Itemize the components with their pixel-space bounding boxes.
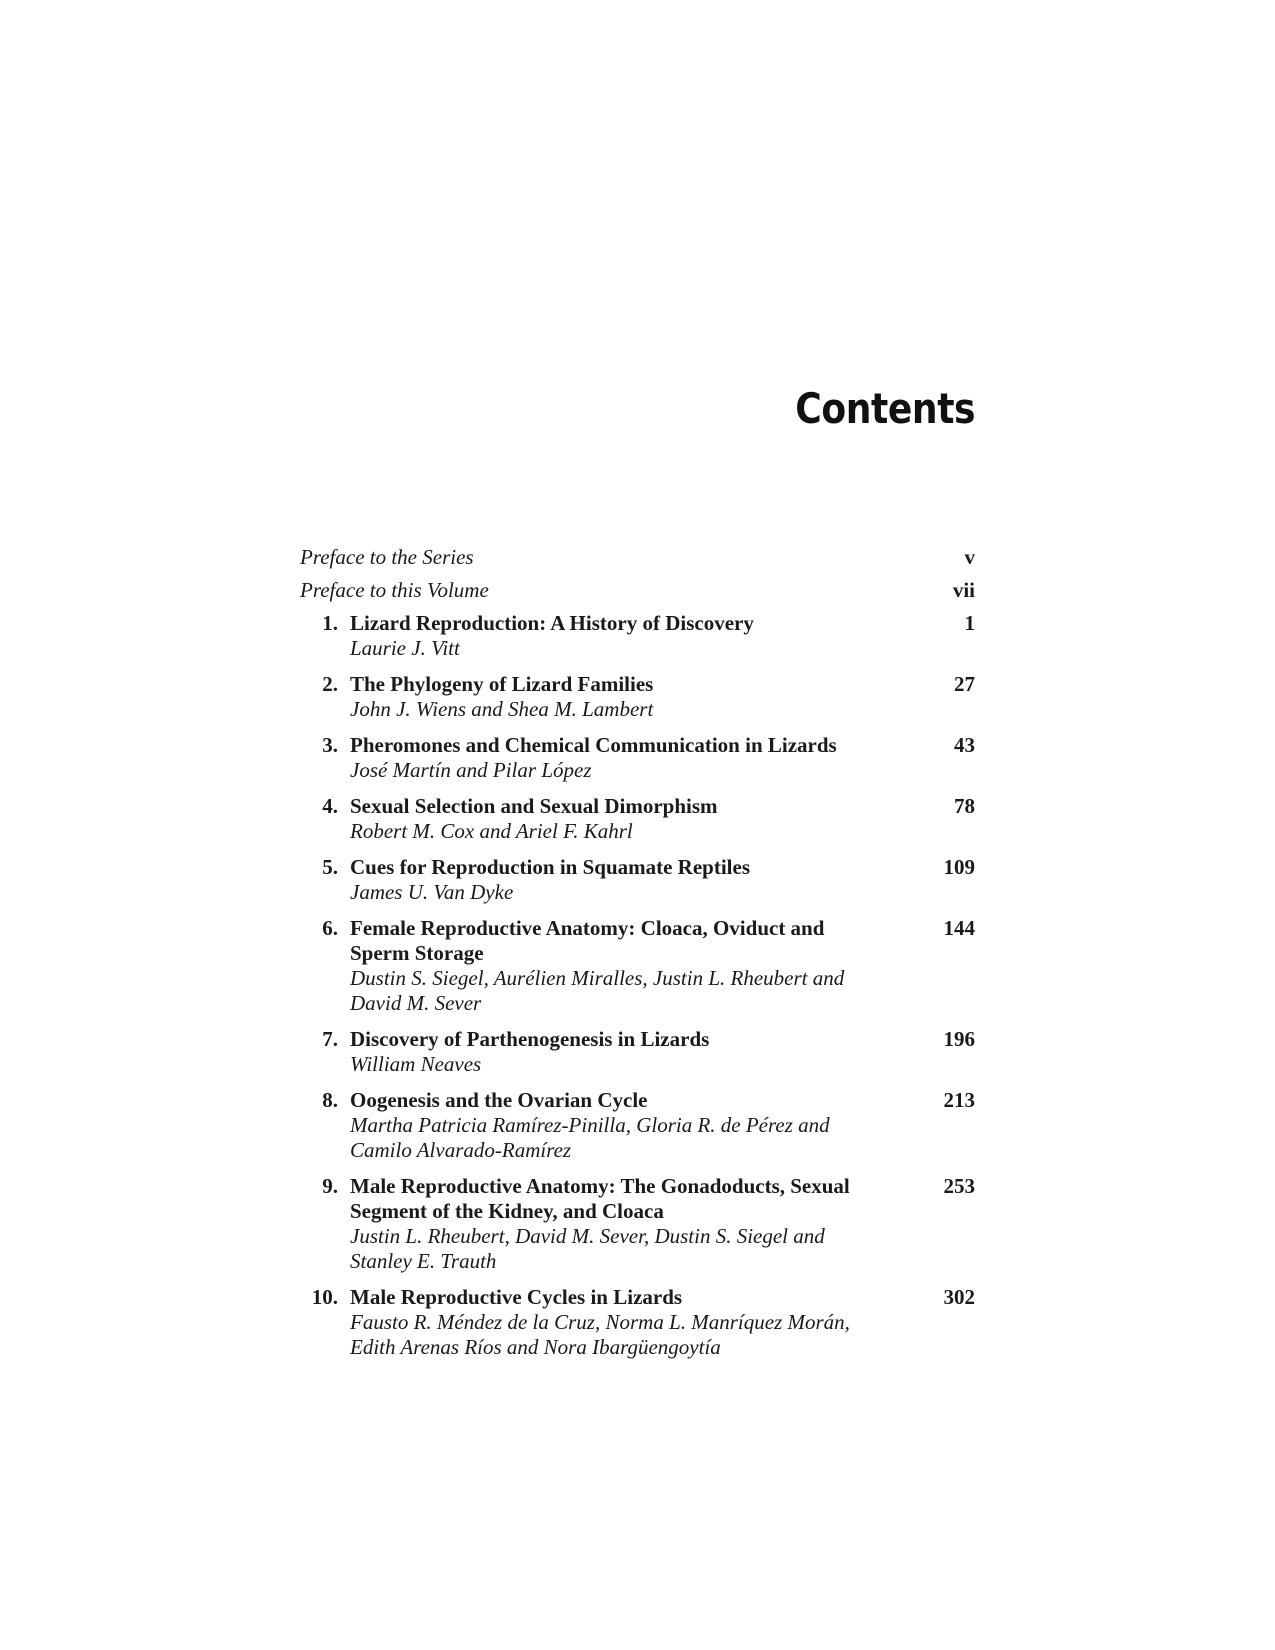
page-number: 144: [943, 916, 975, 940]
chapter-title: Lizard Reproduction: A History of Discovery: [350, 611, 754, 635]
toc-entry-chapter-5[interactable]: [300, 855, 975, 905]
chapter-number: 8.: [322, 1088, 338, 1112]
chapter-number: 1.: [322, 611, 338, 635]
page-number: 302: [943, 1285, 975, 1309]
page-number: 109: [943, 855, 975, 879]
chapter-number: 4.: [322, 794, 338, 818]
chapter-authors: Dustin S. Siegel, Aurélien Miralles, Justin L. Rheubert and David M. Sever: [350, 966, 845, 1015]
toc-entry-chapter-1[interactable]: [300, 611, 975, 661]
page-number: 1: [964, 611, 975, 635]
toc-entry-chapter-9[interactable]: [300, 1174, 975, 1274]
chapter-number: 5.: [322, 855, 338, 879]
chapter-title: Oogenesis and the Ovarian Cycle: [350, 1088, 648, 1112]
page-number: 213: [943, 1088, 975, 1112]
chapter-title: Pheromones and Chemical Communication in Lizards: [350, 733, 837, 757]
toc-entry-chapter-2[interactable]: [300, 672, 975, 722]
chapter-title: Cues for Reproduction in Squamate Reptiles: [350, 855, 750, 879]
chapter-number: 6.: [322, 916, 338, 940]
toc-entry-chapter-4[interactable]: [300, 794, 975, 844]
chapter-number: 7.: [322, 1027, 338, 1051]
toc-entry-chapter-7[interactable]: [300, 1027, 975, 1077]
chapter-authors: William Neaves: [350, 1052, 482, 1076]
page-number: 43: [954, 733, 975, 757]
page-number: 253: [943, 1174, 975, 1198]
chapter-number: 3.: [322, 733, 338, 757]
chapter-number: 9.: [322, 1174, 338, 1198]
toc-entry-chapter-6[interactable]: [300, 916, 975, 1016]
chapter-authors: Justin L. Rheubert, David M. Sever, Dustin S. Siegel and Stanley E. Trauth: [350, 1224, 825, 1273]
chapter-number: 10.: [311, 1285, 338, 1309]
page-number: vii: [952, 578, 975, 602]
toc-entry-chapter-3[interactable]: [300, 733, 975, 783]
chapter-authors: Robert M. Cox and Ariel F. Kahrl: [350, 819, 633, 843]
preface-title: Preface to this Volume: [300, 578, 489, 602]
page-number: 78: [954, 794, 975, 818]
chapter-title: Discovery of Parthenogenesis in Lizards: [350, 1027, 710, 1051]
chapter-authors: José Martín and Pilar López: [350, 758, 592, 782]
page-number: 27: [954, 672, 975, 696]
chapter-authors: Martha Patricia Ramírez-Pinilla, Gloria R. de Pérez and Camilo Alvarado-Ramírez: [350, 1113, 830, 1162]
table-of-contents: [300, 545, 975, 1371]
chapter-title: Male Reproductive Anatomy: The Gonadoducts, Sexual Segment of the Kidney, and Cloaca: [350, 1174, 850, 1223]
toc-entry-chapter-8[interactable]: [300, 1088, 975, 1163]
page-number: v: [964, 545, 975, 569]
page-number: 196: [943, 1027, 975, 1051]
toc-entry-chapter-10[interactable]: [300, 1285, 975, 1360]
preface-title: Preface to the Series: [300, 545, 474, 569]
chapter-authors: Fausto R. Méndez de la Cruz, Norma L. Manríquez Morán, Edith Arenas Ríos and Nora Ibargüengoytía: [350, 1310, 850, 1359]
chapter-authors: John J. Wiens and Shea M. Lambert: [350, 697, 654, 721]
toc-entry-preface-series[interactable]: [300, 545, 975, 570]
toc-entry-preface-volume[interactable]: [300, 578, 975, 603]
chapter-authors: Laurie J. Vitt: [350, 636, 460, 660]
chapter-title: Sexual Selection and Sexual Dimorphism: [350, 794, 718, 818]
chapter-title: Male Reproductive Cycles in Lizards: [350, 1285, 683, 1309]
chapter-number: 2.: [322, 672, 338, 696]
chapter-authors: James U. Van Dyke: [350, 880, 514, 904]
chapter-title: Female Reproductive Anatomy: Cloaca, Oviduct and Sperm Storage: [350, 916, 825, 965]
chapter-title: The Phylogeny of Lizard Families: [350, 672, 654, 696]
page-title: Contents: [795, 384, 975, 433]
